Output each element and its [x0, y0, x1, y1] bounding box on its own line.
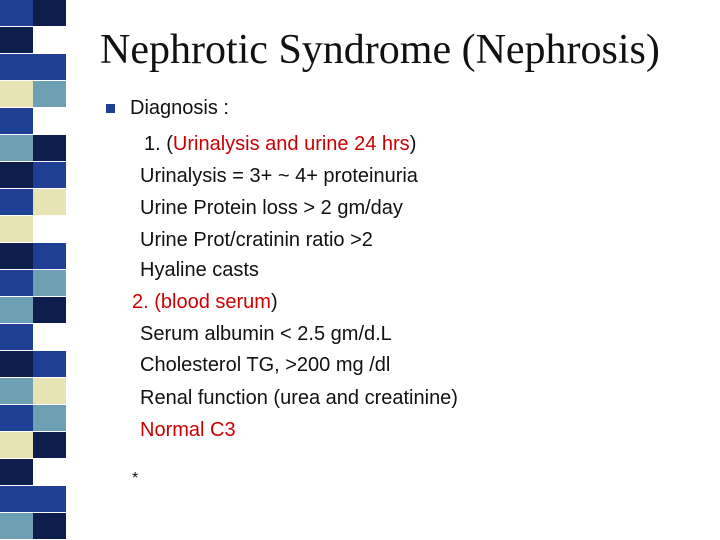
stripe-column-left [0, 0, 33, 540]
decorative-stripe [0, 0, 66, 540]
stripe-column-right [33, 0, 66, 540]
slide-title: Nephrotic Syndrome (Nephrosis) [100, 27, 660, 73]
section1-number: 1. ( [144, 133, 173, 155]
section2-item-normal-c3: Normal C3 [140, 419, 236, 441]
section1-item-protein-loss: Urine Protein loss > 2 gm/day [140, 197, 403, 219]
section1-item-prot-cratinin-ratio: Urine Prot/cratinin ratio >2 [140, 229, 373, 251]
diagnosis-bullet-line [106, 96, 346, 120]
section1-heading [144, 132, 416, 156]
section2-item-serum-albumin: Serum albumin < 2.5 gm/d.L [140, 323, 392, 345]
section2-close: ) [270, 291, 278, 313]
section1-close: ) [409, 133, 417, 155]
section2-heading [132, 290, 278, 314]
square-bullet-icon [106, 104, 115, 113]
section1-item-hyaline-casts: Hyaline casts [140, 259, 259, 281]
section2-item-renal-function: Renal function (urea and creatinine) [140, 387, 458, 409]
section2-item-cholesterol: Cholesterol TG, >200 mg /dl [140, 354, 391, 376]
diagnosis-label: Diagnosis : [130, 97, 229, 119]
footnote-asterisk: * [132, 470, 139, 487]
section1-title: Urinalysis and urine 24 hrs [172, 133, 410, 155]
section1-item-urinalysis: Urinalysis = 3+ ~ 4+ proteinuria [140, 165, 418, 187]
section2-title: blood serum [160, 291, 271, 313]
section2-number: 2. ( [132, 291, 161, 313]
